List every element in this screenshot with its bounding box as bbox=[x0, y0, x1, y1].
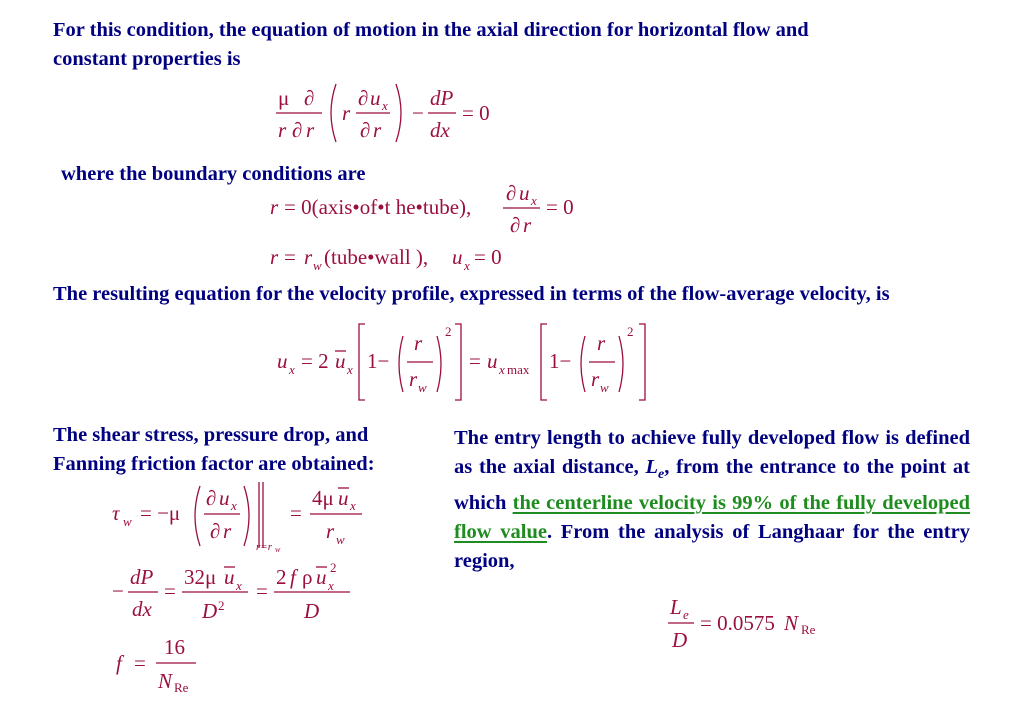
svg-text:= 2: = 2 bbox=[301, 349, 329, 373]
svg-text:r=r: r=r bbox=[256, 541, 272, 553]
svg-text:2: 2 bbox=[445, 324, 452, 339]
velocity-profile-equation bbox=[275, 318, 665, 408]
svg-text:r: r bbox=[278, 118, 287, 142]
svg-text:1−: 1− bbox=[549, 349, 572, 373]
svg-text:w: w bbox=[313, 258, 322, 273]
svg-text:dx: dx bbox=[430, 118, 450, 142]
svg-text:= −μ: = −μ bbox=[140, 501, 181, 525]
svg-text:x: x bbox=[382, 98, 388, 113]
svg-text:u: u bbox=[519, 181, 530, 205]
svg-text:x: x bbox=[231, 498, 237, 513]
svg-text:x: x bbox=[531, 193, 537, 208]
svg-text:=: = bbox=[256, 579, 268, 603]
equation-of-motion bbox=[270, 80, 500, 146]
svg-text:w: w bbox=[275, 545, 281, 554]
svg-text:u: u bbox=[338, 486, 349, 510]
svg-text:=: = bbox=[284, 245, 296, 269]
svg-text:= 0: = 0 bbox=[546, 195, 574, 219]
svg-text:τ: τ bbox=[112, 501, 120, 525]
boundary-condition-1 bbox=[268, 176, 588, 242]
svg-text:x: x bbox=[464, 258, 470, 273]
svg-text:r: r bbox=[270, 195, 279, 219]
svg-text:r: r bbox=[591, 367, 600, 391]
svg-text:(tube•wall ),: (tube•wall ), bbox=[324, 245, 429, 269]
svg-text:N: N bbox=[158, 669, 173, 693]
svg-text:∂: ∂ bbox=[304, 86, 315, 110]
svg-text:=: = bbox=[469, 349, 481, 373]
svg-text:D: D bbox=[202, 599, 218, 623]
svg-text:r: r bbox=[373, 118, 382, 142]
svg-text:r: r bbox=[342, 101, 351, 125]
svg-text:u: u bbox=[370, 86, 381, 110]
svg-text:f: f bbox=[116, 651, 122, 675]
svg-text:=: = bbox=[134, 651, 146, 675]
highlight-centerline-velocity: the centerline velocity is 99% of the fully developed flow value bbox=[454, 492, 970, 544]
svg-text:dP: dP bbox=[430, 86, 454, 110]
svg-text:= 0: = 0 bbox=[474, 245, 502, 269]
svg-text:∂: ∂ bbox=[506, 181, 517, 205]
svg-text:= 0(axis•of•t he•tube),: = 0(axis•of•t he•tube), bbox=[284, 195, 472, 219]
shear-stress-equation bbox=[110, 478, 380, 556]
entry-length-paragraph bbox=[454, 424, 970, 576]
svg-text:∂: ∂ bbox=[292, 118, 303, 142]
svg-text:r: r bbox=[223, 519, 232, 543]
svg-text:u: u bbox=[487, 349, 498, 373]
intro-paragraph bbox=[53, 16, 953, 74]
profile-intro: The resulting equation for the velocity profile, expressed in terms of the flow-average velocity, is bbox=[53, 283, 890, 305]
svg-text:w: w bbox=[418, 380, 427, 395]
svg-text:= 0.0575: = 0.0575 bbox=[700, 611, 775, 635]
svg-text:r: r bbox=[597, 331, 606, 355]
svg-text:w: w bbox=[600, 380, 609, 395]
entry-le-symbol: $L_e$ bbox=[645, 456, 665, 483]
svg-text:r: r bbox=[306, 118, 315, 142]
svg-text:r: r bbox=[523, 213, 532, 237]
svg-text:u: u bbox=[277, 349, 288, 373]
svg-text:x: x bbox=[328, 578, 334, 593]
svg-text:max: max bbox=[507, 362, 530, 377]
svg-text:dx: dx bbox=[132, 597, 152, 621]
svg-text:x: x bbox=[289, 362, 295, 377]
svg-text:Re: Re bbox=[801, 622, 816, 637]
svg-text:∂: ∂ bbox=[510, 213, 521, 237]
svg-text:2: 2 bbox=[330, 560, 337, 575]
entry-text-2: , from the entrance to the point at which bbox=[454, 456, 970, 515]
svg-text:r: r bbox=[409, 367, 418, 391]
svg-text:2: 2 bbox=[218, 598, 225, 613]
svg-text:ρ: ρ bbox=[302, 565, 313, 589]
svg-text:D: D bbox=[672, 628, 688, 652]
svg-text:∂: ∂ bbox=[360, 118, 371, 142]
svg-text:32μ: 32μ bbox=[184, 565, 217, 589]
pressure-drop-equation bbox=[110, 560, 380, 632]
svg-text:x: x bbox=[499, 362, 505, 377]
svg-text:u: u bbox=[452, 245, 463, 269]
svg-text:∂: ∂ bbox=[358, 86, 369, 110]
svg-text:2: 2 bbox=[276, 565, 287, 589]
svg-text:x: x bbox=[236, 578, 242, 593]
svg-text:u: u bbox=[219, 486, 230, 510]
svg-text:4μ: 4μ bbox=[312, 486, 334, 510]
svg-text:μ: μ bbox=[278, 86, 290, 110]
svg-text:= 0: = 0 bbox=[462, 101, 490, 125]
svg-text:∂: ∂ bbox=[206, 486, 217, 510]
boundary-condition-2 bbox=[268, 240, 508, 276]
svg-text:r: r bbox=[326, 519, 335, 543]
intro-line-2: constant properties is bbox=[53, 48, 241, 70]
svg-text:u: u bbox=[335, 349, 346, 373]
svg-text:∂: ∂ bbox=[210, 519, 221, 543]
svg-text:r: r bbox=[414, 331, 423, 355]
svg-text:w: w bbox=[123, 514, 132, 529]
svg-text:r: r bbox=[304, 245, 313, 269]
svg-text:f: f bbox=[290, 565, 296, 589]
entry-text-3: . From the analysis of Langhaar for the entry region, bbox=[454, 521, 970, 573]
svg-text:r: r bbox=[270, 245, 279, 269]
svg-text:u: u bbox=[316, 565, 327, 589]
svg-text:=: = bbox=[290, 501, 302, 525]
boundary-conditions-intro: where the boundary conditions are bbox=[61, 163, 366, 185]
svg-text:e: e bbox=[683, 607, 689, 622]
shear-intro: The shear stress, pressure drop, and Fanning friction factor are obtained: bbox=[53, 424, 375, 475]
svg-text:2: 2 bbox=[627, 324, 634, 339]
entry-length-equation bbox=[664, 590, 834, 652]
svg-text:16: 16 bbox=[164, 635, 185, 659]
svg-text:D: D bbox=[304, 599, 320, 623]
svg-text:−: − bbox=[112, 579, 124, 603]
svg-text:L: L bbox=[670, 595, 682, 619]
svg-text:Re: Re bbox=[174, 680, 189, 695]
svg-text:u: u bbox=[224, 565, 235, 589]
svg-text:dP: dP bbox=[130, 565, 154, 589]
friction-factor-equation bbox=[110, 632, 230, 702]
entry-text-1: The entry length to achieve fully developed flow is defined as the axial distance, bbox=[454, 427, 970, 478]
svg-text:=: = bbox=[164, 579, 176, 603]
svg-text:−: − bbox=[412, 101, 424, 125]
svg-text:N: N bbox=[784, 611, 799, 635]
intro-line-1: For this condition, the equation of motion in the axial direction for horizontal flow and bbox=[53, 19, 809, 41]
svg-text:x: x bbox=[347, 362, 353, 377]
svg-text:w: w bbox=[336, 532, 345, 547]
svg-text:1−: 1− bbox=[367, 349, 390, 373]
svg-text:x: x bbox=[350, 498, 356, 513]
